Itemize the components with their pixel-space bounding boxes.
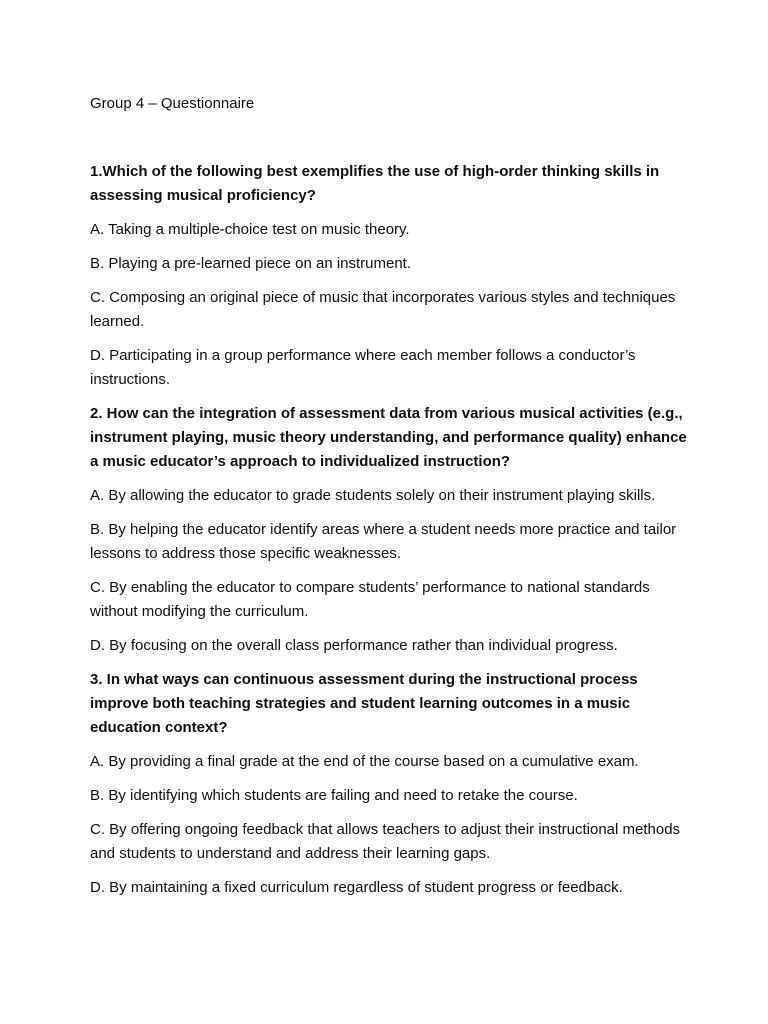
option-a: A. By providing a final grade at the end of the course based on a cumulative exam. (90, 753, 639, 770)
option-b: B. By identifying which students are failing and need to retake the course. (90, 787, 578, 804)
question-1 (90, 160, 690, 392)
question-3 (90, 668, 690, 900)
question-text: 3. In what ways can continuous assessment during the instructional process improve both teaching strategies and student learning outcomes in a music education context? (90, 671, 638, 736)
option-d: D. By focusing on the overall class performance rather than individual progress. (90, 637, 618, 654)
option-a: A. Taking a multiple-choice test on music theory. (90, 221, 410, 238)
option-c: C. By offering ongoing feedback that allows teachers to adjust their instructional methods and students to understand and address their learning gaps. (90, 821, 681, 862)
option-d: D. Participating in a group performance where each member follows a conductor’s instructions. (90, 347, 636, 388)
question-text: 1.Which of the following best exemplifies the use of high-order thinking skills in assessing musical proficiency? (90, 163, 660, 204)
option-a: A. By allowing the educator to grade students solely on their instrument playing skills. (90, 487, 656, 504)
question-text: 2. How can the integration of assessment data from various musical activities (e.g., instrument playing, music theory understanding, and performance quality) enhance a music educator’s approach to individualized instruction? (90, 405, 687, 470)
option-b: B. Playing a pre-learned piece on an instrument. (90, 255, 412, 272)
document-page (90, 92, 690, 910)
document-title: Group 4 – Questionnaire (90, 95, 255, 112)
option-c: C. By enabling the educator to compare students’ performance to national standards without modifying the curriculum. (90, 579, 650, 620)
question-2 (90, 402, 690, 658)
option-c: C. Composing an original piece of music that incorporates various styles and techniques learned. (90, 289, 676, 330)
option-d: D. By maintaining a fixed curriculum regardless of student progress or feedback. (90, 879, 623, 896)
option-b: B. By helping the educator identify areas where a student needs more practice and tailor lessons to address those specific weaknesses. (90, 521, 677, 562)
